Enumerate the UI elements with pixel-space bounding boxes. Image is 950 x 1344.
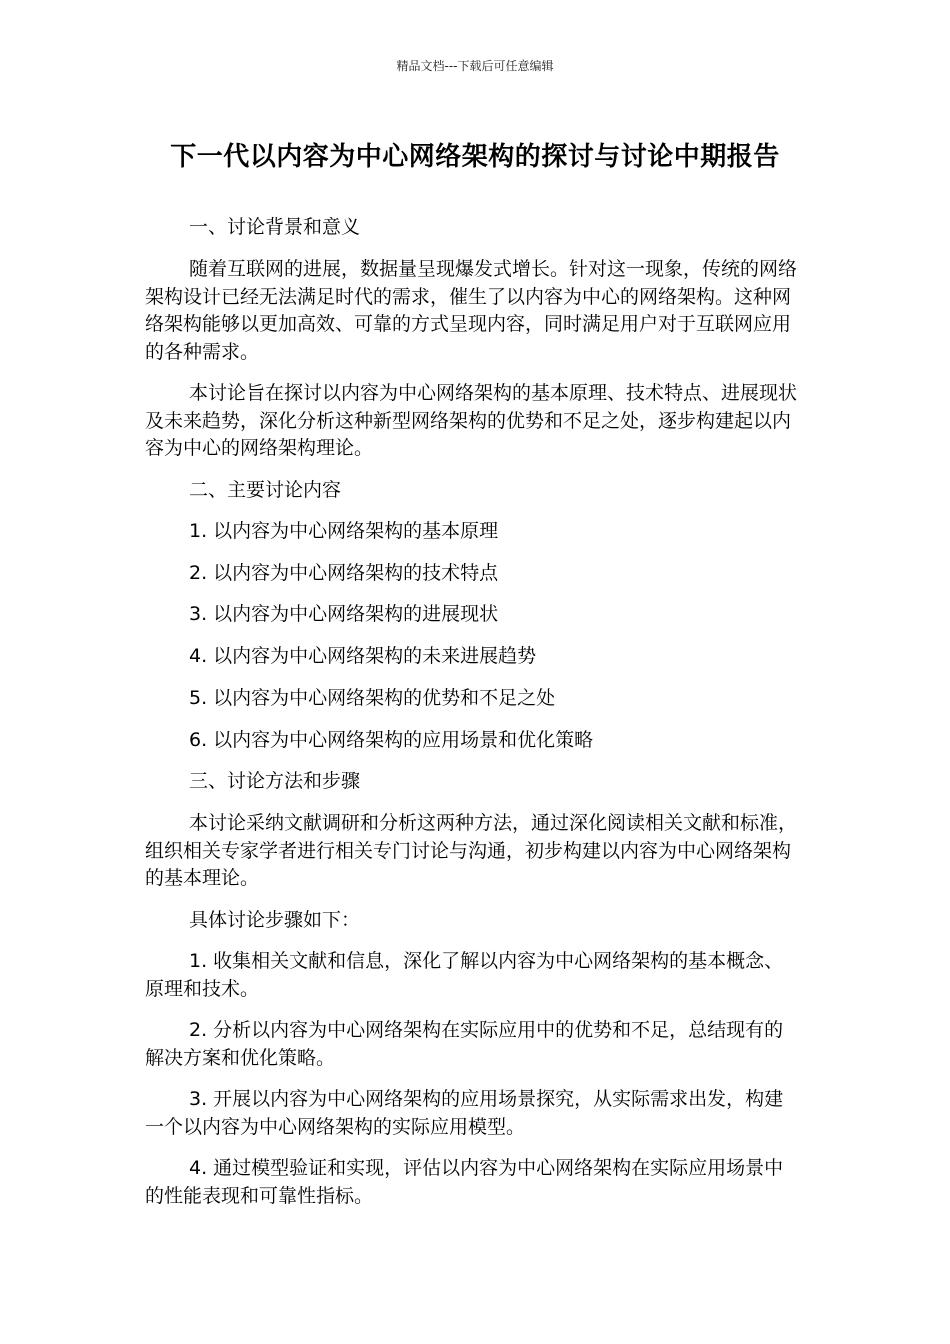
- document-title: 下一代以内容为中心网络架构的探讨与讨论中期报告: [170, 142, 780, 172]
- content-list-item: 6. 以内容为中心网络架构的应用场景和优化策略: [189, 729, 594, 751]
- step-item: 2. 分析以内容为中心网络架构在实际应用中的优势和不足，总结现有的解决方案和优化策略。: [145, 1019, 784, 1069]
- step-item: 1. 收集相关文献和信息，深化了解以内容为中心网络架构的基本概念、原理和技术。: [145, 950, 784, 1000]
- section-heading-background: 一、讨论背景和意义: [189, 216, 361, 238]
- page-header: 精品文档---下载后可任意编辑: [396, 59, 554, 73]
- content-list-item: 2. 以内容为中心网络架构的技术特点: [189, 562, 499, 584]
- background-paragraph-2: 本讨论旨在探讨以内容为中心网络架构的基本原理、技术特点、进展现状及未来趋势，深化分析这种新型网络架构的优势和不足之处，逐步构建起以内容为中心的网络架构理论。: [145, 382, 798, 459]
- content-list-item: 4. 以内容为中心网络架构的未来进展趋势: [189, 645, 537, 667]
- content-list-item: 1. 以内容为中心网络架构的基本原理: [189, 520, 499, 542]
- step-item: 4. 通过模型验证和实现，评估以内容为中心网络架构在实际应用场景中的性能表现和可靠性指标。: [145, 1157, 784, 1207]
- background-paragraph-1: 随着互联网的进展，数据量呈现爆发式增长。针对这一现象，传统的网络架构设计已经无法满足时代的需求，催生了以内容为中心的网络架构。这种网络架构能够以更加高效、可靠的方式呈现内容，同时满足用户对于互联网应用的各种需求。: [145, 258, 798, 363]
- section-heading-content: 二、主要讨论内容: [189, 479, 342, 501]
- content-list-item: 3. 以内容为中心网络架构的进展现状: [189, 603, 499, 625]
- steps-intro: 具体讨论步骤如下：: [189, 909, 361, 931]
- content-list-item: 5. 以内容为中心网络架构的优势和不足之处: [189, 687, 556, 709]
- method-paragraph: 本讨论采纳文献调研和分析这两种方法，通过深化阅读相关文献和标准，组织相关专家学者进行相关专门讨论与沟通，初步构建以内容为中心网络架构的基本理论。: [145, 812, 798, 889]
- section-heading-method: 三、讨论方法和步骤: [189, 770, 361, 792]
- step-item: 3. 开展以内容为中心网络架构的应用场景探究，从实际需求出发，构建一个以内容为中心网络架构的实际应用模型。: [145, 1088, 784, 1138]
